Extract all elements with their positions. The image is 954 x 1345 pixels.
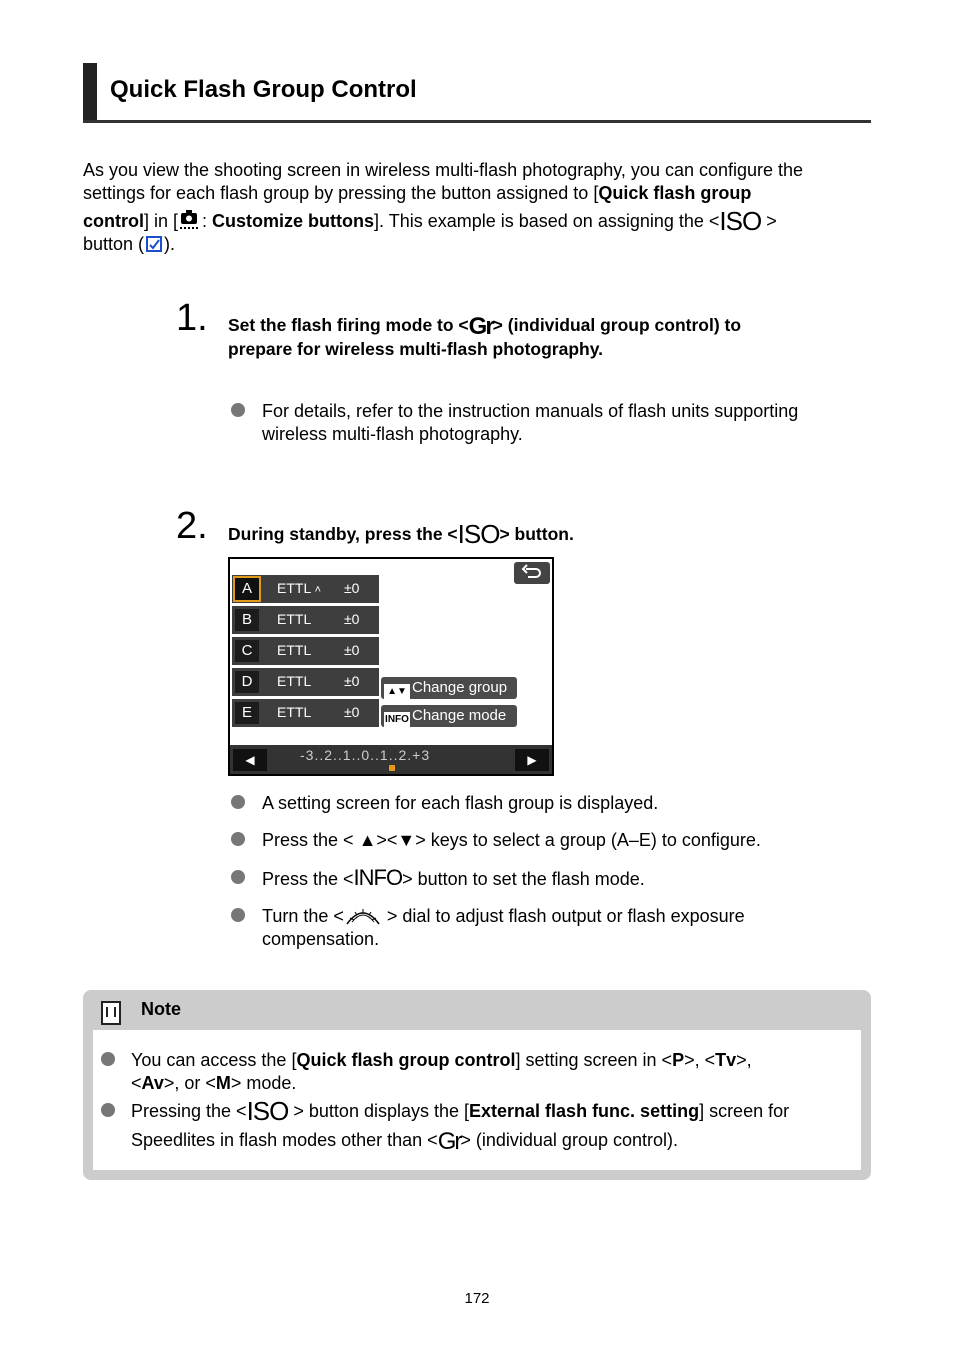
note-box [83,990,871,1180]
exposure-scale: -3..2..1..0..1..2.+3 [300,747,431,763]
note-title: Note [141,999,181,1019]
note-item-1-line-2: <Av>, or <M> mode. [131,1073,297,1093]
group-row[interactable] [232,575,379,606]
intro-line-3: control] in [ : Customize buttons]. This example is based on assigning the <ISO > [83,206,777,236]
group-letter: B [235,609,259,631]
info-icon: INFO [385,714,409,725]
exposure-scale-bar [230,745,552,774]
customize-icon [144,234,164,254]
change-group-hint: ▲▼ Change group [381,677,517,699]
scale-marker [389,765,395,771]
page-number: 172 [464,1290,490,1307]
step-1-title-line-2: prepare for wireless multi-flash photography. [228,339,604,359]
return-icon [514,562,550,584]
right-arrow-button[interactable]: ▶ [515,749,549,771]
bullet-dot [101,1103,115,1117]
group-control-icon: Gr [437,1128,461,1155]
group-letter: D [235,671,259,693]
note-content [93,1030,861,1170]
group-row[interactable] [232,606,379,637]
group-letter: E [235,702,259,724]
iso-icon: ISO [457,519,500,549]
step-2-number: 2. [176,505,208,547]
step-1-bullet-line-2: wireless multi-flash photography. [262,424,523,444]
group-mode: ETTL [277,642,312,658]
iso-icon: ISO [719,206,762,236]
note-item-2: Pressing the <ISO > button displays the [External flash func. setting] screen for [131,1096,790,1126]
group-value: ±0 [344,642,360,658]
down-key-icon: ▼ [397,830,416,850]
step-2-title: During standby, press the <ISO> button. [228,519,574,549]
bullet-dot [231,403,245,417]
intro-line-1: As you view the shooting screen in wireless multi-flash photography, you can configure the [83,160,804,180]
iso-icon: ISO [246,1096,289,1126]
bullet-dot [231,908,245,922]
group-value: ±0 [344,611,360,627]
return-button[interactable] [514,562,550,584]
bullet-dot [231,832,245,846]
note-item-1: You can access the [Quick flash group control] setting screen in <P>, <Tv>, [131,1050,752,1070]
group-letter: C [235,640,259,662]
camera-screen [228,557,554,776]
info-button-icon: INFO [353,865,403,890]
group-mode: ETTL [277,704,312,720]
group-value: ±0 [344,580,360,596]
step-2-bullet-1: A setting screen for each flash group is displayed. [262,793,659,813]
up-key-icon: ▲ [358,830,377,850]
bullet-dot [231,870,245,884]
camera-shooting-icon [178,208,202,230]
group-mode: ETTL [277,673,312,689]
bullet-dot [231,795,245,809]
step-1-title: Set the flash firing mode to <Gr> (individual group control) to [228,313,742,340]
bullet-dot [101,1052,115,1066]
group-value: ±0 [344,673,360,689]
group-row[interactable] [232,668,379,699]
heading-bar [83,63,97,120]
change-mode-hint: INFO Change mode [381,705,517,727]
group-letter: A [233,576,261,602]
step-2-bullet-4: Turn the < > dial to adjust flash output or flash exposure [262,906,745,926]
main-dial-icon [344,904,382,926]
note-item-2-line-2: Speedlites in flash modes other than <Gr> (individual group control). [131,1128,678,1155]
step-2-bullet-3: Press the <INFO> button to set the flash mode. [262,865,645,890]
step-2-bullet-2: Press the < ▲><▼> keys to select a group (A–E) to configure. [262,830,761,850]
group-mode: ETTL ˄ [277,580,322,596]
group-row[interactable] [232,699,379,730]
up-down-icon: ▲▼ [384,684,410,699]
intro-line-4: button ( ). [83,234,176,254]
group-mode: ETTL [277,611,312,627]
intro-line-2: settings for each flash group by pressing the button assigned to [Quick flash group [83,183,752,203]
page-title: Quick Flash Group Control [110,76,417,103]
step-1-bullet-line-1: For details, refer to the instruction manuals of flash units supporting [262,401,799,421]
group-control-icon: Gr [468,313,493,340]
group-row[interactable] [232,637,379,668]
note-icon [101,1001,121,1025]
section-heading [83,63,871,123]
left-arrow-button[interactable]: ◀ [233,749,267,771]
step-2-bullet-4-line-2: compensation. [262,929,380,949]
step-1-number: 1. [176,297,208,339]
group-value: ±0 [344,704,360,720]
